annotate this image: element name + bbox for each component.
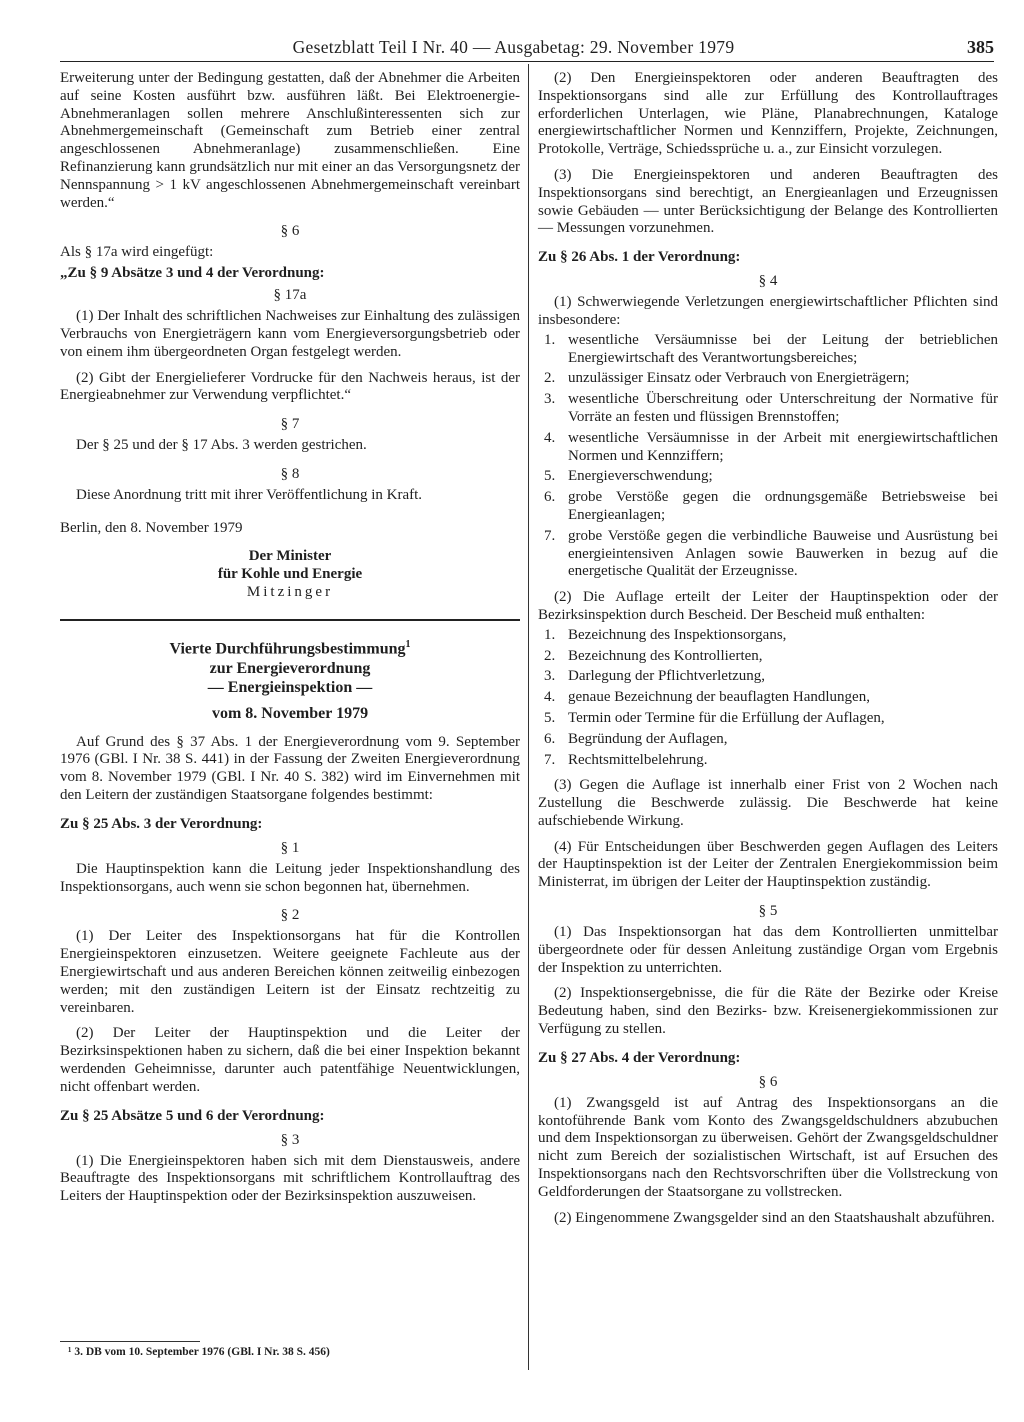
section-3-paragraph-3: (3) Die Energieinspektoren und anderen Beauftragten des Inspektionsorgans sind berechtigt, an Energieanlagen und Erzeugnissen sowie Gebäuden — unter Berücksichtigung der Belange des Kontrollierten — Messungen vorzunehmen. xyxy=(538,166,998,237)
section-1-paragraph: Die Hauptinspektion kann die Leitung jeder Inspektionshandlung des Inspektionsorgans, auch wenn sie schon begonnen hat, übernehmen. xyxy=(60,860,520,895)
section-7-paragraph: Der § 25 und der § 17 Abs. 3 werden gestrichen. xyxy=(76,437,367,454)
list-item-number: 4. xyxy=(544,689,556,706)
section-3-paragraph-1: (1) Die Energieinspektoren haben sich mit dem Dienstausweis, andere Beauftragte des Inspektionsorgans mit schriftlichem Kontrollauftrag des Leiters der Hauptinspektion oder der Bezirksinspektion auszuweisen. xyxy=(60,1152,520,1205)
footnote: ¹ 3. DB vom 10. September 1976 (GBl. I Nr. 38 S. 456) xyxy=(68,1346,330,1358)
list-item xyxy=(538,627,998,645)
document-heading xyxy=(60,635,520,659)
list-item-number: 2. xyxy=(544,647,556,664)
page-number: 385 xyxy=(967,37,994,57)
section-heading-3: § 3 xyxy=(280,1131,300,1148)
section-heading-7: § 7 xyxy=(280,416,300,433)
list-item xyxy=(538,689,998,707)
list-item-number: 5. xyxy=(544,709,556,726)
subheading-zu-25-3: Zu § 25 Abs. 3 der Verordnung: xyxy=(60,815,263,832)
list-item-text: Termin oder Termine für die Erfüllung der Auflagen, xyxy=(568,709,885,726)
signer-ministry: für Kohle und Energie xyxy=(217,565,363,582)
section-6-intro: Als § 17a wird eingefügt: xyxy=(60,244,214,261)
list-item xyxy=(538,710,998,728)
separator-rule xyxy=(60,619,520,621)
section-heading-1: § 1 xyxy=(280,839,300,856)
list-item-number: 6. xyxy=(544,730,556,747)
list-item-text: grobe Verstöße gegen die ordnungsgemäße Betriebsweise bei Energieanlagen; xyxy=(568,489,998,523)
list-item xyxy=(538,468,998,486)
section-heading-6: § 6 xyxy=(280,223,300,240)
list-item-text: wesentliche Überschreitung oder Unterschreitung der Normative für Vorräte an festen und flüssigen Brennstoffen; xyxy=(568,391,998,425)
list-item xyxy=(538,752,998,770)
section-2-paragraph-2: (2) Der Leiter der Hauptinspektion und die Leiter der Bezirksinspektionen haben zu sichern, daß die bei einer Inspektion bekannt werdenden Geheimnisse, darunter auch patentfähige Neuentwicklungen, nicht offenbart werden. xyxy=(60,1025,520,1095)
list-item-text: genaue Bezeichnung der beauflagten Handlungen, xyxy=(568,689,870,706)
list-item xyxy=(538,668,998,686)
list-item-number: 2. xyxy=(544,370,556,387)
list-item-text: Darlegung der Pflichtverletzung, xyxy=(568,668,766,685)
section-heading-5: § 5 xyxy=(758,903,778,920)
section-6-paragraph-2: (2) Eingenommene Zwangsgelder sind an den Staatshaushalt abzuführen. xyxy=(554,1209,995,1226)
section-17a-paragraph-1: (1) Der Inhalt des schriftlichen Nachweises zur Einhaltung des zulässigen Verbrauchs von Energieträgern kann vom Energieversorgungsbetrieb oder von einem ihm übergeordneten Organ festgelegt werden. xyxy=(60,308,520,360)
section-4-paragraph-2: (2) Die Auflage erteilt der Leiter der Hauptinspektion oder der Bezirksinspektion durch Bescheid. Der Bescheid muß enthalten: xyxy=(538,589,998,623)
section-heading-2: § 2 xyxy=(280,907,300,924)
section-3-paragraph-2: (2) Den Energieinspektoren oder anderen Beauftragten des Inspektionsorgans sind alle zur Erfüllung des Kontrollauftrages erforderlichen Unterlagen, wie Pläne, Planabrechnungen, Kataloge energiewirtschaftlicher Normen und Kennziffern, Projekte, Zeichnungen, Protokolle, Verträge, Schiedssprüche u. a., zur Einsicht vorzulegen. xyxy=(538,70,998,158)
list-item-text: Bezeichnung des Kontrollierten, xyxy=(568,647,763,664)
subheading-zu-27-4: Zu § 27 Abs. 4 der Verordnung: xyxy=(538,1049,741,1066)
list-item-text: unzulässiger Einsatz oder Verbrauch von Energieträgern; xyxy=(568,370,910,387)
section-4-paragraph-1: (1) Schwerwiegende Verletzungen energiewirtschaftlicher Pflichten sind insbesondere: xyxy=(538,294,998,328)
list-item xyxy=(538,391,998,427)
list-item-number: 3. xyxy=(544,668,556,685)
heading-line-3: — Energieinspektion — xyxy=(207,679,373,697)
list-item-number: 7. xyxy=(544,751,556,768)
list-item xyxy=(538,489,998,525)
list-item xyxy=(538,370,998,388)
section-8-paragraph: Diese Anordnung tritt mit ihrer Veröffentlichung in Kraft. xyxy=(76,486,423,503)
section-4-paragraph-4: (4) Für Entscheidungen über Beschwerden gegen Auflagen des Leiters der Hauptinspektion ist der Leiter der Zentralen Energiekommission beim Ministerrat, im übrigen der Leiter der Hauptinspektion zuständig. xyxy=(538,838,998,891)
continued-paragraph: Erweiterung unter der Bedingung gestatten, daß der Abnehmer die Arbeiten auf seine Kosten ausführt bzw. ausführen läßt. Bei Elektroenergie-Abnehmeranlagen sollen mehrere Anschlußinteressenten sich zur Abnehmergemeinschaft (Gemeinschaft zum Betrieb einer zentral angeschlossenen Abnehmeranlage) zusammenschließen. Eine Refinanzierung kann grundsätzlich nur mit einer an das Versorgungsnetz der Nennspannung > 1 kV angeschlossenen Abnehmergemeinschaft vereinbart werden.“ xyxy=(60,70,520,211)
notice-contents-list xyxy=(538,627,998,770)
section-heading-4: § 4 xyxy=(758,273,778,290)
gazette-title: Gesetzblatt Teil I Nr. 40 — Ausgabetag: 29. November 1979 xyxy=(292,37,735,57)
left-column xyxy=(60,70,520,1374)
list-item xyxy=(538,731,998,749)
heading-line-2: zur Energieverordnung xyxy=(209,659,371,677)
section-17a-paragraph-2: (2) Gibt der Energielieferer Vordrucke für den Nachweis heraus, ist der Energieabnehmer zur Verwendung verpflichtet.“ xyxy=(60,369,520,404)
list-item xyxy=(538,430,998,466)
list-item-number: 1. xyxy=(544,626,556,643)
preamble: Auf Grund des § 37 Abs. 1 der Energieverordnung vom 9. September 1976 (GBl. I Nr. 38 S. 441) in der Fassung der Zweiten Energieverordnung vom 8. November 1979 (GBl. I Nr. 40 S. 382) wird im Einvernehmen mit den Leitern der zuständigen Staatsorgane folgendes bestimmt: xyxy=(60,733,520,803)
list-item-text: Bezeichnung des Inspektionsorgans, xyxy=(568,626,787,643)
page-header xyxy=(60,24,994,62)
section-heading-17a: § 17a xyxy=(273,287,307,304)
list-item-text: Rechtsmittelbelehrung. xyxy=(568,751,708,768)
subheading-zu-26-1: Zu § 26 Abs. 1 der Verordnung: xyxy=(538,249,741,266)
list-item-text: wesentliche Versäumnisse bei der Leitung der betrieblichen Energiewirtschaft des Verantwortungsbereiches; xyxy=(568,331,998,366)
heading-line-1: Vierte Durchführungsbestimmung xyxy=(169,640,406,658)
section-2-paragraph-1: (1) Der Leiter des Inspektionsorgans hat für die Kontrollen Energieinspektoren einzusetzen. Weitere geeignete Fachleute aus der Energiewirtschaft und aus anderen Bereichen können zeitweilig einbezogen werden; mit den zuständigen Leitern ist der Einsatz rechtzeitig zu vereinbaren. xyxy=(60,928,520,1016)
section-5-paragraph-1: (1) Das Inspektionsorgan hat das dem Kontrollierten unmittelbar übergeordnete oder für dessen Anleitung zuständige Organ vom Ergebnis der Inspektion zu unterrichten. xyxy=(538,924,998,976)
place-and-date: Berlin, den 8. November 1979 xyxy=(60,519,243,536)
section-heading-8: § 8 xyxy=(280,465,300,482)
column-divider xyxy=(528,64,529,1370)
footnote-rule xyxy=(60,1341,200,1342)
section-5-paragraph-2: (2) Inspektionsergebnisse, die für die Räte der Bezirke oder Kreise Bedeutung haben, sind den Bezirks- bzw. Kreisenergiekommissionen zur Verfügung zu stellen. xyxy=(538,985,998,1038)
section-6-paragraph-1: (1) Zwangsgeld ist auf Antrag des Inspektionsorgans an die kontoführende Bank vom Konto des Zwangsgeldschuldners abzubuchen und dem Inspektionsorgan zu überweisen. Gehört der Zwangsgeldschuldner nicht zum Bereich der sozialistischen Wirtschaft, ist auf Ersuchen des Inspektionsorgans nach den Rechtsvorschriften über die Vollstreckung von Geldforderungen der Staatsorgane zu vollstrecken. xyxy=(538,1094,998,1200)
signer-title: Der Minister xyxy=(248,547,332,564)
list-item-text: wesentliche Versäumnisse in der Arbeit mit energiewirtschaftlichen Normen und Kennziffern; xyxy=(568,429,998,464)
right-column xyxy=(538,70,998,1374)
list-item-number: 3. xyxy=(544,391,556,408)
section-heading-6-right: § 6 xyxy=(758,1073,778,1090)
list-item-number: 7. xyxy=(544,527,556,544)
list-item-text: grobe Verstöße gegen die verbindliche Bauweise und Ausrüstung bei energieintensiven Anlagen sowie Bauwerken in bezug auf die energetische Qualität der Erzeugnisse. xyxy=(568,527,998,580)
footnote-marker: 1 xyxy=(405,638,411,650)
list-item-number: 1. xyxy=(544,331,556,348)
list-item-text: Begründung der Auflagen, xyxy=(568,730,728,747)
list-item-number: 4. xyxy=(544,429,556,446)
subheading-zu-9: „Zu § 9 Absätze 3 und 4 der Verordnung: xyxy=(60,265,325,282)
list-item xyxy=(538,332,998,368)
violations-list xyxy=(538,332,998,581)
section-4-paragraph-3: (3) Gegen die Auflage ist innerhalb einer Frist von 2 Wochen nach Zustellung die Beschwerde zulässig. Die Beschwerde hat keine aufschiebende Wirkung. xyxy=(538,777,998,829)
signer-name: Mitzinger xyxy=(246,583,334,600)
list-item xyxy=(538,528,998,581)
subheading-zu-25-5-6: Zu § 25 Absätze 5 und 6 der Verordnung: xyxy=(60,1107,325,1124)
list-item-number: 6. xyxy=(544,489,556,506)
list-item-text: Energieverschwendung; xyxy=(568,468,713,485)
list-item-number: 5. xyxy=(544,468,556,485)
heading-date: vom 8. November 1979 xyxy=(211,704,369,722)
list-item xyxy=(538,648,998,666)
